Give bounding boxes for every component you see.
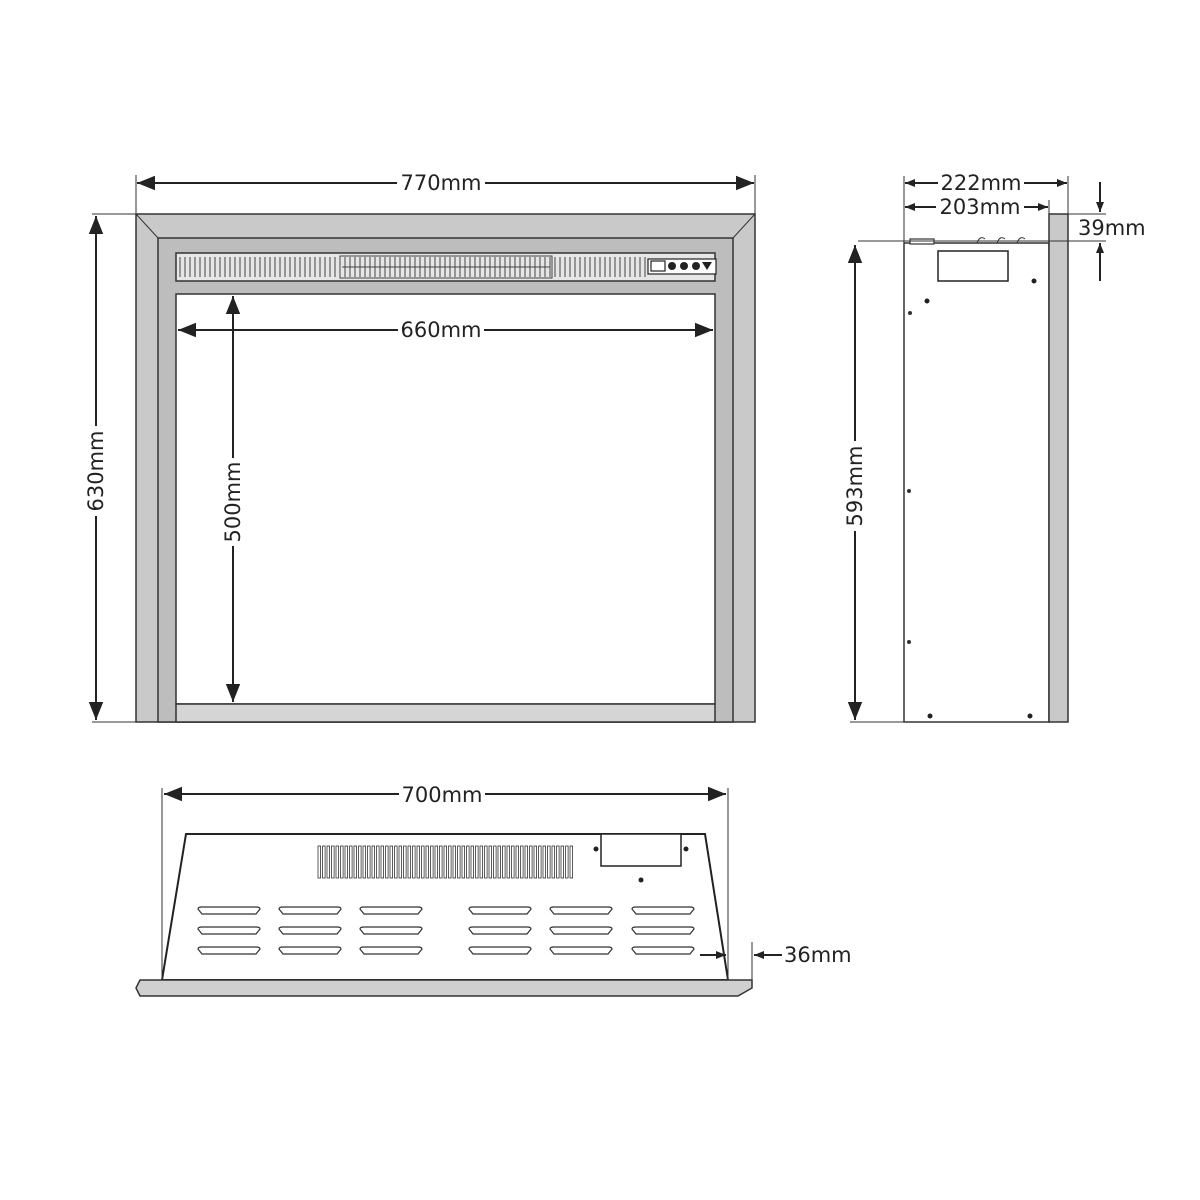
screw-icon <box>1028 714 1033 719</box>
body-width-label: 700mm <box>401 783 483 807</box>
vent-bar <box>489 846 492 878</box>
vent-bar <box>327 846 330 878</box>
vent-bar <box>413 846 416 878</box>
vent-bar <box>390 846 393 878</box>
louver-slot <box>632 927 694 934</box>
screw-icon <box>928 714 933 719</box>
vent-bar <box>426 846 429 878</box>
louver-slot <box>198 907 260 914</box>
vent-bar <box>408 846 411 878</box>
screw-icon <box>594 847 599 852</box>
top-vent-grille <box>318 846 573 878</box>
vent-bar <box>485 846 488 878</box>
opening-height-label: 500mm <box>221 461 245 543</box>
louver-slot <box>360 947 422 954</box>
louver-slot <box>279 907 341 914</box>
vent-bar <box>512 846 515 878</box>
hook-icon <box>1017 238 1025 243</box>
screw-icon <box>1032 279 1037 284</box>
bottom-trim <box>176 704 715 722</box>
vent-bar <box>494 846 497 878</box>
vent-bar <box>480 846 483 878</box>
louver-slot <box>469 907 531 914</box>
vent-bar <box>561 846 564 878</box>
screw-icon <box>639 878 644 883</box>
vent-bar <box>525 846 528 878</box>
vent-bar <box>453 846 456 878</box>
vent-bar <box>530 846 533 878</box>
louver-slot <box>279 947 341 954</box>
louver-slot <box>550 927 612 934</box>
top-view <box>136 782 852 996</box>
vent-bar <box>354 846 357 878</box>
vent-bar <box>467 846 470 878</box>
vent-bar <box>552 846 555 878</box>
side-body <box>904 243 1049 722</box>
side-label-plate <box>938 251 1008 281</box>
overall-depth-label: 222mm <box>940 171 1022 195</box>
vent-bar <box>503 846 506 878</box>
vent-bar <box>404 846 407 878</box>
vent-bar <box>363 846 366 878</box>
vent-bar <box>570 846 573 878</box>
vent-bar <box>395 846 398 878</box>
top-front-trim <box>136 980 752 996</box>
screw-icon <box>925 299 930 304</box>
vent-bar <box>377 846 380 878</box>
vent-bar <box>368 846 371 878</box>
top-control-box <box>601 834 681 866</box>
opening-width-label: 660mm <box>400 318 482 342</box>
vent-bar <box>381 846 384 878</box>
vent-bar <box>359 846 362 878</box>
screw-icon <box>907 640 911 644</box>
louver-slot <box>469 927 531 934</box>
vent-bar <box>431 846 434 878</box>
vent-bar <box>566 846 569 878</box>
hook-icon <box>977 238 985 243</box>
body-depth-label: 203mm <box>939 195 1021 219</box>
vent-bar <box>386 846 389 878</box>
button-icon <box>668 262 676 270</box>
vent-bar <box>471 846 474 878</box>
vent-bar <box>332 846 335 878</box>
louver-slot <box>360 927 422 934</box>
screw-icon <box>907 489 911 493</box>
overall-height-label: 630mm <box>84 430 108 512</box>
louver-slot <box>198 947 260 954</box>
vent-bar <box>372 846 375 878</box>
vent-bar <box>417 846 420 878</box>
body-height-label: 593mm <box>843 445 867 527</box>
vent-bar <box>498 846 501 878</box>
screw-icon <box>908 311 912 315</box>
vent-bar <box>341 846 344 878</box>
frame-offset-label: 39mm <box>1078 216 1146 240</box>
louver-slot <box>632 947 694 954</box>
vent-bar <box>323 846 326 878</box>
vent-bar <box>435 846 438 878</box>
louver-slot <box>360 907 422 914</box>
vent-bar <box>336 846 339 878</box>
display-screen <box>651 261 665 271</box>
vent-bar <box>318 846 321 878</box>
vent-bar <box>422 846 425 878</box>
vent-bar <box>548 846 551 878</box>
vent-bar <box>543 846 546 878</box>
front-view <box>83 170 755 722</box>
vent-bar <box>444 846 447 878</box>
button-icon <box>692 262 700 270</box>
vent-bar <box>440 846 443 878</box>
vent-bar <box>350 846 353 878</box>
hook-icon <box>997 238 1005 243</box>
louver-slot <box>550 907 612 914</box>
vent-bar <box>539 846 542 878</box>
louver-slot <box>632 907 694 914</box>
front-overhang-label: 36mm <box>784 943 852 967</box>
vent-bar <box>534 846 537 878</box>
button-icon <box>680 262 688 270</box>
louver-slot <box>550 947 612 954</box>
overall-width-label: 770mm <box>400 171 482 195</box>
vent-bar <box>399 846 402 878</box>
louver-slot <box>279 927 341 934</box>
vent-bar <box>345 846 348 878</box>
louver-slot <box>469 947 531 954</box>
vent-bar <box>516 846 519 878</box>
vent-bar <box>458 846 461 878</box>
vent-bar <box>462 846 465 878</box>
vent-bar <box>521 846 524 878</box>
vent-bar <box>476 846 479 878</box>
side-view <box>842 171 1146 722</box>
vent-bar <box>449 846 452 878</box>
vent-bar <box>507 846 510 878</box>
side-front-trim <box>1049 214 1068 722</box>
vent-bar <box>557 846 560 878</box>
louver-slot <box>198 927 260 934</box>
front-glass-opening <box>176 294 715 704</box>
screw-icon <box>684 847 689 852</box>
